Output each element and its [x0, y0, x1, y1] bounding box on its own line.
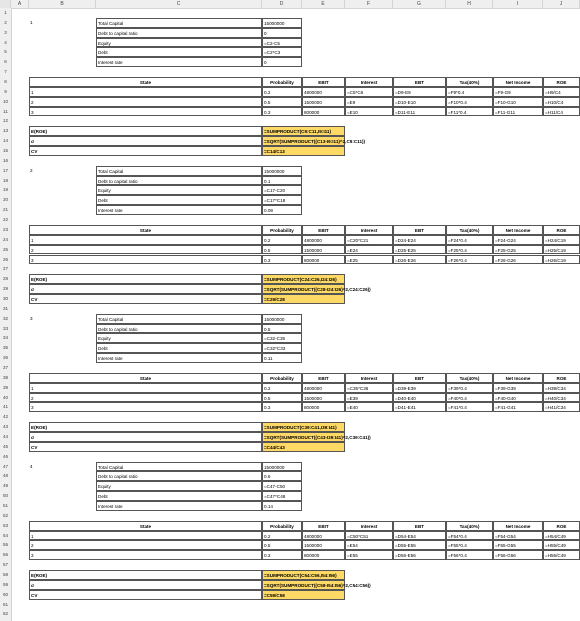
param-value[interactable]: =C17-C20 [262, 185, 302, 195]
param-label[interactable]: Debt to capital ratio [96, 28, 262, 38]
param-value[interactable]: 0.14 [262, 501, 302, 511]
row-header-7[interactable]: 7 [4, 69, 7, 75]
table-cell[interactable]: =H24/C19 [543, 235, 580, 245]
summary-formula[interactable]: =C14/C13 [262, 146, 345, 156]
block-number: 4 [30, 463, 33, 469]
table-cell[interactable]: 3 [29, 402, 262, 412]
row-header-17[interactable]: 17 [2, 167, 9, 173]
table-cell[interactable]: =H41/C34 [543, 402, 580, 412]
table-header-interest[interactable]: Interest [345, 373, 393, 383]
row-header-13[interactable]: 13 [2, 128, 9, 134]
table-header-ebt[interactable]: EBT [393, 225, 446, 235]
param-label[interactable]: Interest rate [96, 501, 262, 511]
table-header-ebt[interactable]: EBT [393, 521, 446, 531]
param-label[interactable]: Interest rate [96, 205, 262, 215]
row-header-34[interactable]: 34 [2, 335, 9, 341]
table-cell[interactable]: 4800000 [302, 383, 345, 393]
table-cell[interactable]: =F56*0.4 [446, 550, 493, 560]
summary-formula[interactable]: =SUMPRODUCT(C39:C41,I39:I41) [262, 422, 345, 432]
table-cell[interactable]: =F10*0.4 [446, 97, 493, 107]
row-header-2[interactable]: 2 [4, 19, 7, 25]
row-header-23[interactable]: 23 [2, 226, 9, 232]
row-header-20[interactable]: 20 [2, 197, 9, 203]
table-cell[interactable]: =F55-G55 [493, 540, 543, 550]
column-header-i[interactable]: I [493, 0, 543, 8]
table-cell[interactable]: 1 [29, 531, 262, 541]
row-header-31[interactable]: 31 [2, 305, 9, 311]
table-cell[interactable]: 2 [29, 393, 262, 403]
param-label[interactable]: Interest rate [96, 57, 262, 67]
table-header-interest[interactable]: Interest [345, 225, 393, 235]
summary-label[interactable]: σ [29, 580, 262, 590]
row-header-21[interactable]: 21 [2, 207, 9, 213]
param-value[interactable]: =C2-C5 [262, 38, 302, 48]
param-value[interactable]: 15000000 [262, 314, 302, 324]
table-cell[interactable]: 0.3 [262, 255, 302, 265]
table-cell[interactable]: 3 [29, 550, 262, 560]
table-cell[interactable]: 3 [29, 107, 262, 117]
row-header-42[interactable]: 42 [2, 414, 9, 420]
column-header-a[interactable]: A [11, 0, 29, 8]
table-cell[interactable]: 0.5 [262, 97, 302, 107]
table-cell[interactable]: =C50*C51 [345, 531, 393, 541]
table-cell[interactable]: =F26*0.4 [446, 255, 493, 265]
table-cell[interactable]: =C35*C36 [345, 383, 393, 393]
table-cell[interactable]: 1 [29, 383, 262, 393]
table-cell[interactable]: =H9/C4 [543, 87, 580, 97]
summary-label[interactable]: CV [29, 590, 262, 600]
param-label[interactable]: Debt [96, 491, 262, 501]
table-cell[interactable]: =F54-G54 [493, 531, 543, 541]
table-cell[interactable]: =D41-E41 [393, 402, 446, 412]
table-header-ebit[interactable]: EBIT [302, 373, 345, 383]
table-cell[interactable]: =D24-E24 [393, 235, 446, 245]
table-cell[interactable]: =F9-G9 [493, 87, 543, 97]
table-cell[interactable]: =D54-E54 [393, 531, 446, 541]
table-cell[interactable]: =F11-G11 [493, 107, 543, 117]
param-value[interactable]: =C32-C35 [262, 333, 302, 343]
table-header-roe[interactable]: ROE [543, 521, 580, 531]
param-value[interactable]: =C47-C50 [262, 481, 302, 491]
row-header-35[interactable]: 35 [2, 345, 9, 351]
row-header-37[interactable]: 37 [2, 364, 9, 370]
summary-label[interactable]: E(ROE) [29, 422, 262, 432]
table-cell[interactable]: 0.2 [262, 235, 302, 245]
summary-label[interactable]: σ [29, 432, 262, 442]
param-label[interactable]: Debt to capital ratio [96, 324, 262, 334]
row-header-27[interactable]: 27 [2, 266, 9, 272]
summary-formula[interactable]: =C44/C43 [262, 442, 345, 452]
row-header-5[interactable]: 5 [4, 49, 7, 55]
table-cell[interactable]: =D40-E40 [393, 393, 446, 403]
row-header-46[interactable]: 46 [2, 453, 9, 459]
row-header-54[interactable]: 54 [2, 532, 9, 538]
table-cell[interactable]: 800000 [302, 550, 345, 560]
param-label[interactable]: Debt to capital ratio [96, 471, 262, 481]
table-header-net-income[interactable]: Net Income [493, 225, 543, 235]
block-number: 2 [30, 167, 33, 173]
param-label[interactable]: Interest rate [96, 353, 262, 363]
table-cell[interactable]: =H55/C49 [543, 540, 580, 550]
table-cell[interactable]: =H10/C4 [543, 97, 580, 107]
table-cell[interactable]: =F39*0.4 [446, 383, 493, 393]
table-cell[interactable]: =F11*0.4 [446, 107, 493, 117]
row-header-48[interactable]: 48 [2, 473, 9, 479]
summary-formula[interactable]: =C59/C58 [262, 590, 345, 600]
table-cell[interactable]: =F24*0.4 [446, 235, 493, 245]
table-header-probability[interactable]: Probability [262, 77, 302, 87]
table-cell[interactable]: =F40*0.4 [446, 393, 493, 403]
param-label[interactable]: Total Capital [96, 166, 262, 176]
row-header-24[interactable]: 24 [2, 236, 9, 242]
row-header-44[interactable]: 44 [2, 433, 9, 439]
table-header-state[interactable]: State [29, 373, 262, 383]
param-label[interactable]: Debt to capital ratio [96, 176, 262, 186]
table-cell[interactable]: =D56-E56 [393, 550, 446, 560]
table-header-ebt[interactable]: EBT [393, 373, 446, 383]
param-value[interactable]: 0.11 [262, 353, 302, 363]
row-header-26[interactable]: 26 [2, 256, 9, 262]
column-header-d[interactable]: D [262, 0, 302, 8]
column-header-b[interactable]: B [29, 0, 96, 8]
table-cell[interactable]: =H40/C34 [543, 393, 580, 403]
table-cell[interactable]: =H39/C34 [543, 383, 580, 393]
table-cell[interactable]: 1500000 [302, 245, 345, 255]
column-header-h[interactable]: H [446, 0, 493, 8]
block-number: 3 [30, 315, 33, 321]
summary-label[interactable]: σ [29, 284, 262, 294]
table-cell[interactable]: =F41-G41 [493, 402, 543, 412]
table-cell[interactable]: =F25*0.4 [446, 245, 493, 255]
row-header-43[interactable]: 43 [2, 424, 9, 430]
table-cell[interactable]: 0.5 [262, 540, 302, 550]
column-header-g[interactable]: G [393, 0, 446, 8]
table-cell[interactable]: 800000 [302, 255, 345, 265]
row-header-14[interactable]: 14 [2, 138, 9, 144]
row-header-11[interactable]: 11 [3, 108, 8, 114]
table-cell[interactable]: =F10-G10 [493, 97, 543, 107]
param-label[interactable]: Equity [96, 185, 262, 195]
table-header-roe[interactable]: ROE [543, 77, 580, 87]
table-cell[interactable]: 2 [29, 245, 262, 255]
table-cell[interactable]: 2 [29, 540, 262, 550]
table-cell[interactable]: =F24-G24 [493, 235, 543, 245]
table-cell[interactable]: =F40-G40 [493, 393, 543, 403]
row-header-56[interactable]: 56 [2, 552, 9, 558]
table-header-tax-40[interactable]: Tax(40%) [446, 521, 493, 531]
table-cell[interactable]: =H25/C19 [543, 245, 580, 255]
summary-formula[interactable]: =SQRT(SUMPRODUCT((C43-I39:I41)^2,C39:C41)) [262, 432, 345, 442]
table-cell[interactable]: =F56-G56 [493, 550, 543, 560]
table-cell[interactable]: 1 [29, 87, 262, 97]
row-header-58[interactable]: 58 [2, 572, 9, 578]
row-header-60[interactable]: 60 [2, 591, 9, 597]
table-cell[interactable]: 0.3 [262, 550, 302, 560]
table-cell[interactable]: =H54/C49 [543, 531, 580, 541]
table-header-net-income[interactable]: Net Income [493, 77, 543, 87]
column-header-f[interactable]: F [345, 0, 393, 8]
summary-label[interactable]: σ [29, 136, 262, 146]
table-cell[interactable]: =D25-E25 [393, 245, 446, 255]
row-header-12[interactable]: 12 [2, 118, 9, 124]
table-cell[interactable]: =E24 [345, 245, 393, 255]
table-cell[interactable]: =E54 [345, 540, 393, 550]
table-header-probability[interactable]: Probability [262, 373, 302, 383]
summary-label[interactable]: CV [29, 146, 262, 156]
table-header-interest[interactable]: Interest [345, 521, 393, 531]
table-cell[interactable]: 0.5 [262, 393, 302, 403]
table-header-interest[interactable]: Interest [345, 77, 393, 87]
table-cell[interactable]: =C20*C21 [345, 235, 393, 245]
param-value[interactable]: 0.1 [262, 176, 302, 186]
table-header-state[interactable]: State [29, 521, 262, 531]
row-header-50[interactable]: 50 [2, 493, 9, 499]
table-cell[interactable]: =D11-E11 [393, 107, 446, 117]
column-header-c[interactable]: C [96, 0, 262, 8]
row-header-28[interactable]: 28 [2, 276, 9, 282]
row-header-40[interactable]: 40 [2, 394, 9, 400]
row-header-15[interactable]: 15 [2, 148, 9, 154]
row-header-39[interactable]: 39 [2, 384, 9, 390]
row-header-22[interactable]: 22 [2, 217, 9, 223]
table-cell[interactable]: 0.3 [262, 402, 302, 412]
param-label[interactable]: Total Capital [96, 18, 262, 28]
table-cell[interactable]: =D39-E39 [393, 383, 446, 393]
summary-formula[interactable]: =SQRT(SUMPRODUCT((C13-I9:I11)^2,C9:C11)) [262, 136, 345, 146]
param-label[interactable]: Debt [96, 195, 262, 205]
param-value[interactable]: =C32*C33 [262, 343, 302, 353]
param-label[interactable]: Equity [96, 333, 262, 343]
summary-formula[interactable]: =SQRT(SUMPRODUCT((C28-I24:I26)^2,C24:C26)) [262, 284, 345, 294]
table-cell[interactable]: 1500000 [302, 393, 345, 403]
summary-formula[interactable]: =SUMPRODUCT(C9:C11,I9:I11) [262, 126, 345, 136]
param-label[interactable]: Total Capital [96, 462, 262, 472]
table-header-roe[interactable]: ROE [543, 373, 580, 383]
table-cell[interactable]: 0.2 [262, 87, 302, 97]
table-header-tax-40[interactable]: Tax(40%) [446, 77, 493, 87]
param-value[interactable]: 15000000 [262, 462, 302, 472]
table-header-ebit[interactable]: EBIT [302, 521, 345, 531]
row-header-52[interactable]: 52 [2, 512, 9, 518]
table-cell[interactable]: 0.5 [262, 245, 302, 255]
row-header-59[interactable]: 59 [2, 581, 9, 587]
row-header-25[interactable]: 25 [2, 246, 9, 252]
row-header-53[interactable]: 53 [2, 522, 9, 528]
summary-label[interactable]: E(ROE) [29, 274, 262, 284]
table-cell[interactable]: =H11/C4 [543, 107, 580, 117]
table-cell[interactable]: 1500000 [302, 97, 345, 107]
table-cell[interactable]: =D26-E26 [393, 255, 446, 265]
table-cell[interactable]: 800000 [302, 107, 345, 117]
select-all-corner[interactable] [0, 0, 11, 8]
table-header-ebt[interactable]: EBT [393, 77, 446, 87]
row-header-61[interactable]: 61 [2, 601, 9, 607]
table-cell[interactable]: =F25-G25 [493, 245, 543, 255]
row-header-57[interactable]: 57 [2, 562, 9, 568]
table-header-roe[interactable]: ROE [543, 225, 580, 235]
table-header-tax-40[interactable]: Tax(40%) [446, 373, 493, 383]
param-value[interactable]: =C47*C48 [262, 491, 302, 501]
table-cell[interactable]: =D55-E55 [393, 540, 446, 550]
table-cell[interactable]: =C5*C6 [345, 87, 393, 97]
summary-label[interactable]: E(ROE) [29, 126, 262, 136]
param-label[interactable]: Debt [96, 47, 262, 57]
table-cell[interactable]: =H26/C19 [543, 255, 580, 265]
row-header-19[interactable]: 19 [2, 187, 9, 193]
row-header-9[interactable]: 9 [4, 88, 7, 94]
row-header-18[interactable]: 18 [2, 177, 9, 183]
row-header-4[interactable]: 4 [4, 39, 7, 45]
row-header-51[interactable]: 51 [2, 503, 9, 508]
table-cell[interactable]: 4800000 [302, 531, 345, 541]
param-value[interactable]: =C17*C18 [262, 195, 302, 205]
table-cell[interactable]: 800000 [302, 402, 345, 412]
param-value[interactable]: =C2*C3 [262, 47, 302, 57]
row-header-32[interactable]: 32 [2, 315, 9, 321]
table-cell[interactable]: =E25 [345, 255, 393, 265]
table-cell[interactable]: =F41*0.4 [446, 402, 493, 412]
table-cell[interactable]: 0.3 [262, 107, 302, 117]
table-cell[interactable]: 4800000 [302, 235, 345, 245]
row-header-41[interactable]: 41 [2, 404, 9, 410]
row-header-33[interactable]: 33 [2, 325, 9, 331]
param-label[interactable]: Debt [96, 343, 262, 353]
table-cell[interactable]: =E40 [345, 402, 393, 412]
summary-label[interactable]: CV [29, 442, 262, 452]
table-cell[interactable]: =F9*0.4 [446, 87, 493, 97]
param-value[interactable]: 0 [262, 28, 302, 38]
param-value[interactable]: 15000000 [262, 166, 302, 176]
row-header-38[interactable]: 38 [2, 374, 9, 380]
row-header-29[interactable]: 29 [2, 286, 9, 292]
summary-formula[interactable]: =C29/C28 [262, 294, 345, 304]
table-header-ebit[interactable]: EBIT [302, 77, 345, 87]
summary-formula[interactable]: =SQRT(SUMPRODUCT((C58-I54:I56)^2,C54:C56)) [262, 580, 345, 590]
column-header-j[interactable]: J [543, 0, 580, 8]
table-header-tax-40[interactable]: Tax(40%) [446, 225, 493, 235]
table-cell[interactable]: =F26-G26 [493, 255, 543, 265]
table-header-net-income[interactable]: Net Income [493, 373, 543, 383]
table-header-probability[interactable]: Probability [262, 521, 302, 531]
table-cell[interactable]: 1 [29, 235, 262, 245]
table-cell[interactable]: 2 [29, 97, 262, 107]
row-header-10[interactable]: 10 [2, 98, 9, 104]
summary-formula[interactable]: =SUMPRODUCT(C54:C56,I54:I56) [262, 570, 345, 580]
table-cell[interactable]: =F54*0.4 [446, 531, 493, 541]
table-header-state[interactable]: State [29, 77, 262, 87]
row-header-36[interactable]: 36 [2, 355, 9, 361]
table-cell[interactable]: =F39-G39 [493, 383, 543, 393]
table-cell[interactable]: =E55 [345, 550, 393, 560]
table-cell[interactable]: =E10 [345, 107, 393, 117]
table-cell[interactable]: =D9-E9 [393, 87, 446, 97]
param-label[interactable]: Total Capital [96, 314, 262, 324]
column-header-e[interactable]: E [302, 0, 345, 8]
row-header-1[interactable]: 1 [4, 10, 7, 15]
param-value[interactable]: 0.09 [262, 205, 302, 215]
table-header-state[interactable]: State [29, 225, 262, 235]
block-number: 1 [30, 19, 33, 25]
row-header-6[interactable]: 6 [4, 59, 7, 65]
row-header-30[interactable]: 30 [2, 295, 9, 301]
row-header-55[interactable]: 55 [2, 542, 9, 548]
row-header-49[interactable]: 49 [2, 483, 9, 489]
param-value[interactable]: 0.5 [262, 324, 302, 334]
spreadsheet-grid [11, 8, 580, 621]
row-header-16[interactable]: 16 [2, 157, 9, 163]
summary-label[interactable]: E(ROE) [29, 570, 262, 580]
param-value[interactable]: 0 [262, 57, 302, 67]
table-cell[interactable]: =E39 [345, 393, 393, 403]
table-header-ebit[interactable]: EBIT [302, 225, 345, 235]
table-cell[interactable]: =D10-E10 [393, 97, 446, 107]
row-header-47[interactable]: 47 [2, 463, 9, 469]
table-cell[interactable]: 0.2 [262, 531, 302, 541]
table-cell[interactable]: 4800000 [302, 87, 345, 97]
table-cell[interactable]: 0.2 [262, 383, 302, 393]
param-label[interactable]: Equity [96, 481, 262, 491]
row-header-45[interactable]: 45 [2, 443, 9, 449]
table-cell[interactable]: 3 [29, 255, 262, 265]
row-header-62[interactable]: 62 [2, 611, 9, 617]
row-header-8[interactable]: 8 [4, 79, 7, 85]
param-value[interactable]: 0.6 [262, 471, 302, 481]
param-value[interactable]: 15000000 [262, 18, 302, 28]
table-header-net-income[interactable]: Net Income [493, 521, 543, 531]
table-cell[interactable]: =F55*0.4 [446, 540, 493, 550]
table-cell[interactable]: =E9 [345, 97, 393, 107]
table-header-probability[interactable]: Probability [262, 225, 302, 235]
row-header-3[interactable]: 3 [4, 29, 7, 35]
summary-label[interactable]: CV [29, 294, 262, 304]
param-label[interactable]: Equity [96, 38, 262, 48]
summary-formula[interactable]: =SUMPRODUCT(C24:C26,I24:I26) [262, 274, 345, 284]
table-cell[interactable]: =H56/C49 [543, 550, 580, 560]
table-cell[interactable]: 1500000 [302, 540, 345, 550]
